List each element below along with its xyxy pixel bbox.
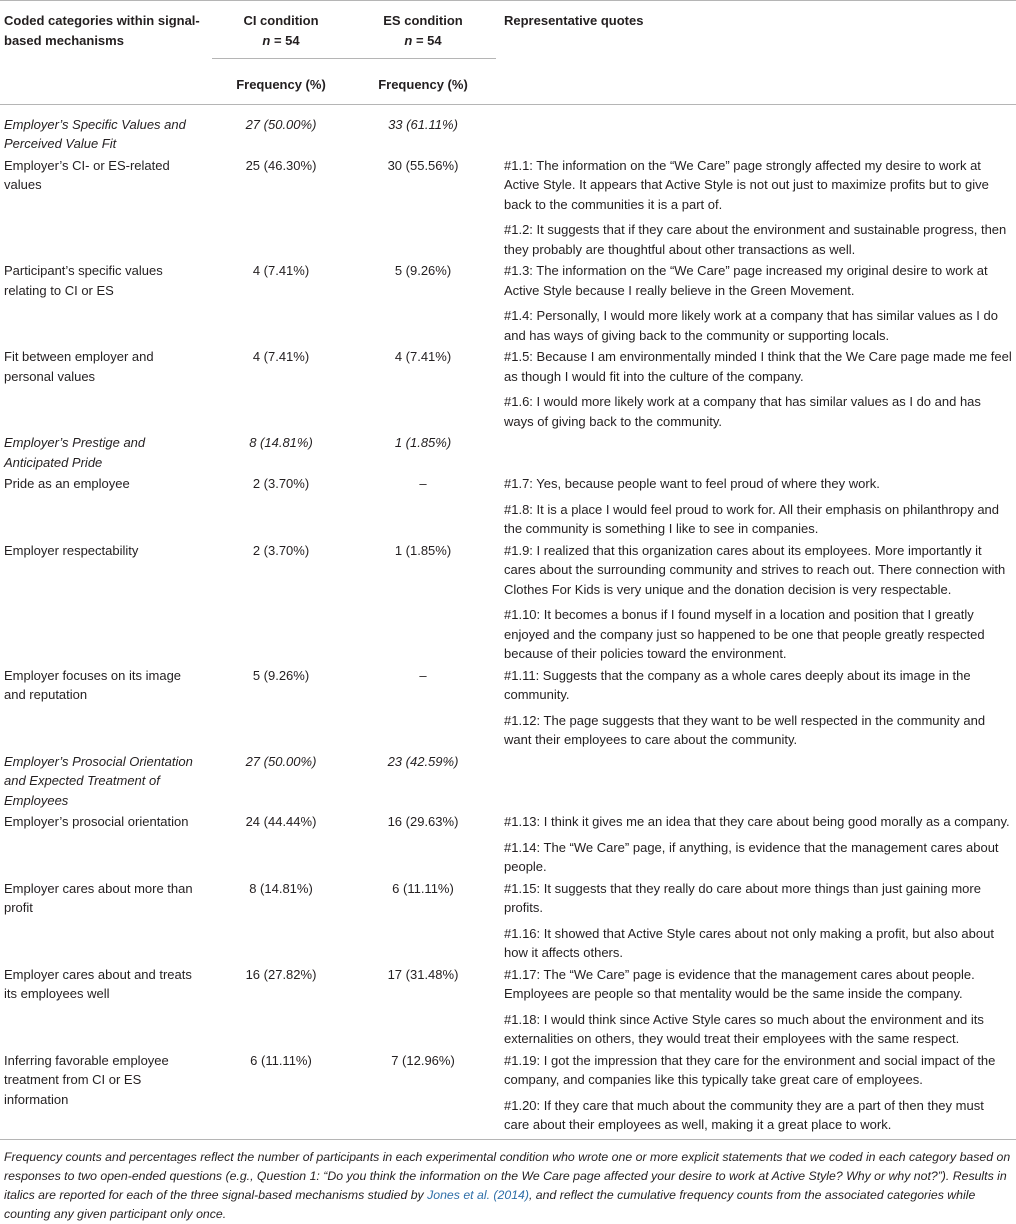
representative-quote: #1.4: Personally, I would more likely work at a company that has similar values as I do and has ways of giving back to the community or supporting locals. — [500, 302, 1016, 345]
table-row — [0, 877, 1016, 963]
representative-quote: #1.18: I would think since Active Style cares so much about the environment and its externalities on others, they would treat their employees with the same respect. — [500, 1006, 1016, 1049]
category-label: Employer’s Specific Values and Perceived Value Fit — [0, 104, 212, 154]
ci-frequency: 2 (3.70%) — [212, 472, 350, 539]
ci-frequency: 27 (50.00%) — [212, 750, 350, 811]
table-row — [0, 963, 1016, 1049]
ci-frequency: 6 (11.11%) — [212, 1049, 350, 1135]
category-label: Inferring favorable employee treatment from CI or ES information — [0, 1049, 212, 1135]
header-es-n: n = 54 — [350, 31, 496, 51]
category-label: Employer’s Prosocial Orientation and Expected Treatment of Employees — [0, 750, 212, 811]
table-row — [0, 259, 1016, 345]
representative-quote: #1.14: The “We Care” page, if anything, is evidence that the management cares about people. — [500, 834, 1016, 877]
quotes-cell — [496, 750, 1016, 811]
ci-frequency: 2 (3.70%) — [212, 539, 350, 664]
quotes-cell — [496, 104, 1016, 154]
quotes-cell — [496, 345, 1016, 431]
table-body — [0, 104, 1016, 1135]
representative-quote: #1.7: Yes, because people want to feel proud of where they work. — [500, 474, 1016, 494]
es-frequency: 4 (7.41%) — [350, 345, 496, 431]
footnote-text-2: , and reflect the cumulative frequency counts from the associated categories while counting any given participant only once. — [4, 1188, 975, 1221]
es-frequency: 16 (29.63%) — [350, 810, 496, 877]
representative-quote: #1.15: It suggests that they really do care about more things than just gaining more profits. — [500, 879, 1016, 918]
table-footnote — [0, 1140, 1016, 1224]
header-ci-n: n = 54 — [212, 31, 350, 51]
representative-quote: #1.19: I got the impression that they care for the environment and social impact of the company, and companies like this typically take great care of employees. — [500, 1051, 1016, 1090]
representative-quote: #1.9: I realized that this organization cares about its employees. More importantly it cares about the surrounding community and strives to reach out. There connection with Clothes For Kids is very unique and the donation decision is very respectable. — [500, 541, 1016, 600]
es-frequency: 5 (9.26%) — [350, 259, 496, 345]
table-row — [0, 810, 1016, 877]
ci-frequency: 4 (7.41%) — [212, 259, 350, 345]
category-label: Employer cares about more than profit — [0, 877, 212, 963]
es-frequency: 1 (1.85%) — [350, 431, 496, 472]
es-frequency: – — [350, 664, 496, 750]
ci-frequency: 8 (14.81%) — [212, 877, 350, 963]
representative-quote: #1.13: I think it gives me an idea that they care about being good morally as a company. — [500, 812, 1016, 832]
category-label: Participant’s specific values relating to CI or ES — [0, 259, 212, 345]
quotes-cell — [496, 539, 1016, 664]
category-label: Employer cares about and treats its employees well — [0, 963, 212, 1049]
category-label: Employer focuses on its image and reputation — [0, 664, 212, 750]
es-frequency: 23 (42.59%) — [350, 750, 496, 811]
table-row — [0, 472, 1016, 539]
category-label: Employer’s prosocial orientation — [0, 810, 212, 877]
es-frequency: 1 (1.85%) — [350, 539, 496, 664]
table-row — [0, 1049, 1016, 1135]
category-label: Pride as an employee — [0, 472, 212, 539]
representative-quote: #1.8: It is a place I would feel proud to work for. All their emphasis on philanthropy and the community is something I like to see in companies. — [500, 496, 1016, 539]
category-label: Employer’s CI- or ES-related values — [0, 154, 212, 260]
es-frequency: 6 (11.11%) — [350, 877, 496, 963]
es-frequency: 30 (55.56%) — [350, 154, 496, 260]
header-ci-frequency: Frequency (%) — [212, 59, 350, 104]
table-row — [0, 539, 1016, 664]
quotes-cell — [496, 877, 1016, 963]
quotes-cell — [496, 259, 1016, 345]
header-ci-label: CI condition — [212, 11, 350, 31]
header-row — [0, 1, 1016, 59]
quotes-cell — [496, 810, 1016, 877]
category-label: Employer’s Prestige and Anticipated Pride — [0, 431, 212, 472]
header-categories: Coded categories within signal-based mechanisms — [0, 1, 212, 104]
quotes-cell — [496, 1049, 1016, 1135]
representative-quote: #1.3: The information on the “We Care” page increased my original desire to work at Active Style because I really believe in the Green Movement. — [500, 261, 1016, 300]
representative-quote: #1.12: The page suggests that they want to be well respected in the community and want their employees to care about the community. — [500, 707, 1016, 750]
mechanism-row — [0, 750, 1016, 811]
es-frequency: 33 (61.11%) — [350, 104, 496, 154]
es-frequency: 7 (12.96%) — [350, 1049, 496, 1135]
ci-frequency: 5 (9.26%) — [212, 664, 350, 750]
mechanism-row — [0, 431, 1016, 472]
representative-quote: #1.11: Suggests that the company as a whole cares deeply about its image in the community. — [500, 666, 1016, 705]
table-row — [0, 664, 1016, 750]
representative-quote: #1.2: It suggests that if they care about the environment and sustainable progress, then they probably are thoughtful about other transactions as well. — [500, 216, 1016, 259]
header-es-condition — [350, 1, 496, 59]
quotes-cell — [496, 472, 1016, 539]
quotes-cell — [496, 431, 1016, 472]
ci-frequency: 4 (7.41%) — [212, 345, 350, 431]
header-quotes: Representative quotes — [496, 1, 1016, 104]
category-label: Employer respectability — [0, 539, 212, 664]
representative-quote: #1.16: It showed that Active Style cares about not only making a profit, but also about how it affects others. — [500, 920, 1016, 963]
header-ci-condition — [212, 1, 350, 59]
es-frequency: 17 (31.48%) — [350, 963, 496, 1049]
ci-frequency: 8 (14.81%) — [212, 431, 350, 472]
header-es-frequency: Frequency (%) — [350, 59, 496, 104]
ci-frequency: 16 (27.82%) — [212, 963, 350, 1049]
representative-quote: #1.5: Because I am environmentally minded I think that the We Care page made me feel as though I would fit into the culture of the company. — [500, 347, 1016, 386]
representative-quote: #1.20: If they care that much about the community they are a part of then they must care about their employees as well, making it a great place to work. — [500, 1092, 1016, 1135]
representative-quote: #1.1: The information on the “We Care” page strongly affected my desire to work at Active Style. It appears that Active Style is not out just to maximize profits but to give back to the communities it is a part of. — [500, 156, 1016, 215]
ci-frequency: 24 (44.44%) — [212, 810, 350, 877]
header-es-label: ES condition — [350, 11, 496, 31]
table-row — [0, 345, 1016, 431]
quotes-cell — [496, 154, 1016, 260]
table-row — [0, 154, 1016, 260]
ci-frequency: 27 (50.00%) — [212, 104, 350, 154]
representative-quote: #1.17: The “We Care” page is evidence that the management cares about people. Employees are people so that mentality would be the same inside the company. — [500, 965, 1016, 1004]
quotes-cell — [496, 963, 1016, 1049]
representative-quote: #1.6: I would more likely work at a company that has similar values as I do and has ways of giving back to the community. — [500, 388, 1016, 431]
category-label: Fit between employer and personal values — [0, 345, 212, 431]
footnote-text-1: Frequency counts and percentages reflect the number of participants in each experimental condition who wrote one or more explicit statements that we coded in each category based on responses to two open-ended questions (e.g., Question 1: “Do you think the information on the We Care page affected your desire to work at Active Style? Why or why not?”). Results in italics are reported for each of the three signal-based mechanisms studied by — [4, 1150, 1010, 1202]
quotes-cell — [496, 664, 1016, 750]
mechanism-row — [0, 104, 1016, 154]
ci-frequency: 25 (46.30%) — [212, 154, 350, 260]
representative-quote: #1.10: It becomes a bonus if I found myself in a location and position that I greatly enjoyed and the company just so happened to be one that people greatly respected because of their policies toward the environment. — [500, 601, 1016, 664]
es-frequency: – — [350, 472, 496, 539]
footnote-reference-link[interactable]: Jones et al. (2014) — [427, 1188, 529, 1202]
